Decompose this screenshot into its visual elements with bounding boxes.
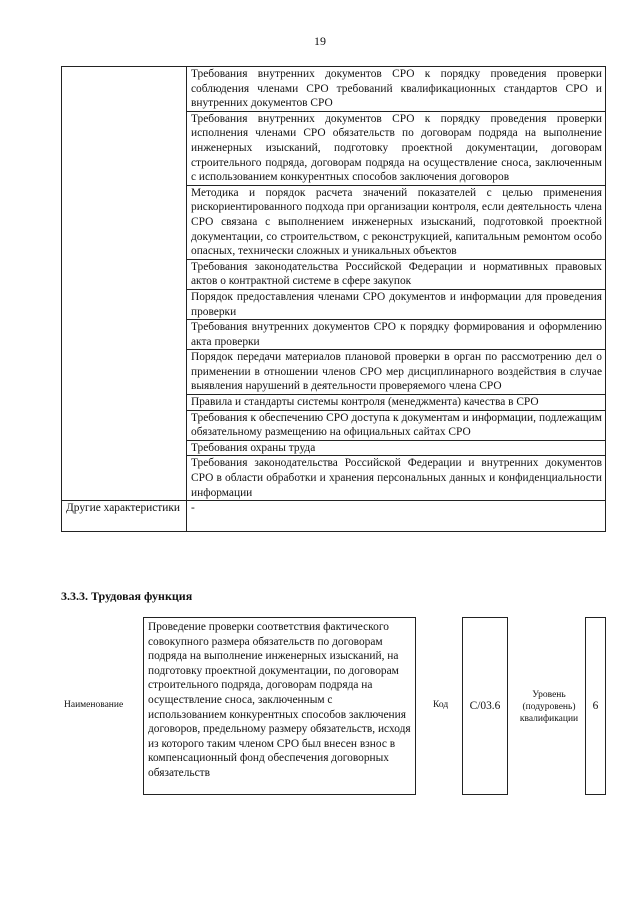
- code-label: Код: [433, 700, 449, 710]
- function-name-value: Проведение проверки соответствия фактического совокупного размера обязательств по договорам подряда на выполнение инженерных изысканий, на подготовку проектной документации, по договорам строительного подряда, договорам подряда на осуществление сноса, заключенным с использованием конкурентных способов заключения договоров, предельному размеру обязательств, исходя из которого таким членом СРО был внесен взнос в компенсационный фонд обеспечения договорных обязательств: [148, 621, 411, 779]
- table-cell-left: Другие характеристики: [62, 501, 187, 532]
- table-cell-right: Требования к обеспечению СРО доступа к документам и информации, подлежащим обязательному размещению на официальных сайтах СРО: [187, 410, 606, 440]
- table-cell-right: Методика и порядок расчета значений показателей с целью применения рискориентированного подхода при организации контроля, если деятельность члена СРО связана с выполнением инженерных изысканий, подготовкой проектной документации, со строительством, с реконструкцией, капитальным ремонтом особо опасных, технически сложных и уникальных объектов: [187, 185, 606, 259]
- table-cell-right: Правила и стандарты системы контроля (менеджмента) качества в СРО: [187, 395, 606, 411]
- function-name-box: [143, 617, 416, 795]
- table-cell-right: Требования внутренних документов СРО к порядку формирования и оформлению акта проверки: [187, 320, 606, 350]
- table-cell-right: Требования законодательства Российской Федерации и внутренних документов СРО в области обработки и хранения персональных данных и конфиденциальности информации: [187, 456, 606, 501]
- page-number: 19: [314, 34, 326, 48]
- name-label: Наименование: [64, 700, 124, 710]
- level-label: Уровень (подуровень) квалификации: [519, 690, 579, 724]
- table-cell-right: Требования внутренних документов СРО к порядку проведения проверки исполнения членами СРО обязательств по договорам подряда на выполнение инженерных изысканий, подготовку проектной документации, договорам строительного подряда, договорам подряда на осуществление сноса, заключенным с использованием конкурентных способов заключения договоров: [187, 111, 606, 185]
- table-cell-right: Требования законодательства Российской Федерации и нормативных правовых актов о контрактной системе в сфере закупок: [187, 259, 606, 289]
- requirements-table-body: [62, 67, 606, 532]
- table-row: [62, 67, 606, 112]
- code-value: С/03.6: [469, 700, 501, 712]
- section-heading: 3.3.3. Трудовая функция: [61, 589, 193, 603]
- table-cell-right: Порядок передачи материалов плановой проверки в орган по рассмотрению дел о применении в отношении членов СРО мер дисциплинарного воздействия в случае выявления нарушений в деятельности проверяемого члена СРО: [187, 350, 606, 395]
- code-box: [462, 617, 508, 795]
- table-cell-right: -: [187, 501, 606, 532]
- table-cell-right: Требования охраны труда: [187, 440, 606, 456]
- table-row: [62, 501, 606, 532]
- requirements-table: [61, 66, 606, 532]
- table-cell-right: Требования внутренних документов СРО к порядку проведения проверки соблюдения членами СРО требований квалификационных стандартов СРО и внутренних документов СРО: [187, 67, 606, 112]
- level-value: 6: [592, 700, 599, 712]
- level-box: [585, 617, 606, 795]
- table-cell-left: [62, 67, 187, 501]
- table-cell-right: Порядок предоставления членами СРО документов и информации для проведения проверки: [187, 289, 606, 319]
